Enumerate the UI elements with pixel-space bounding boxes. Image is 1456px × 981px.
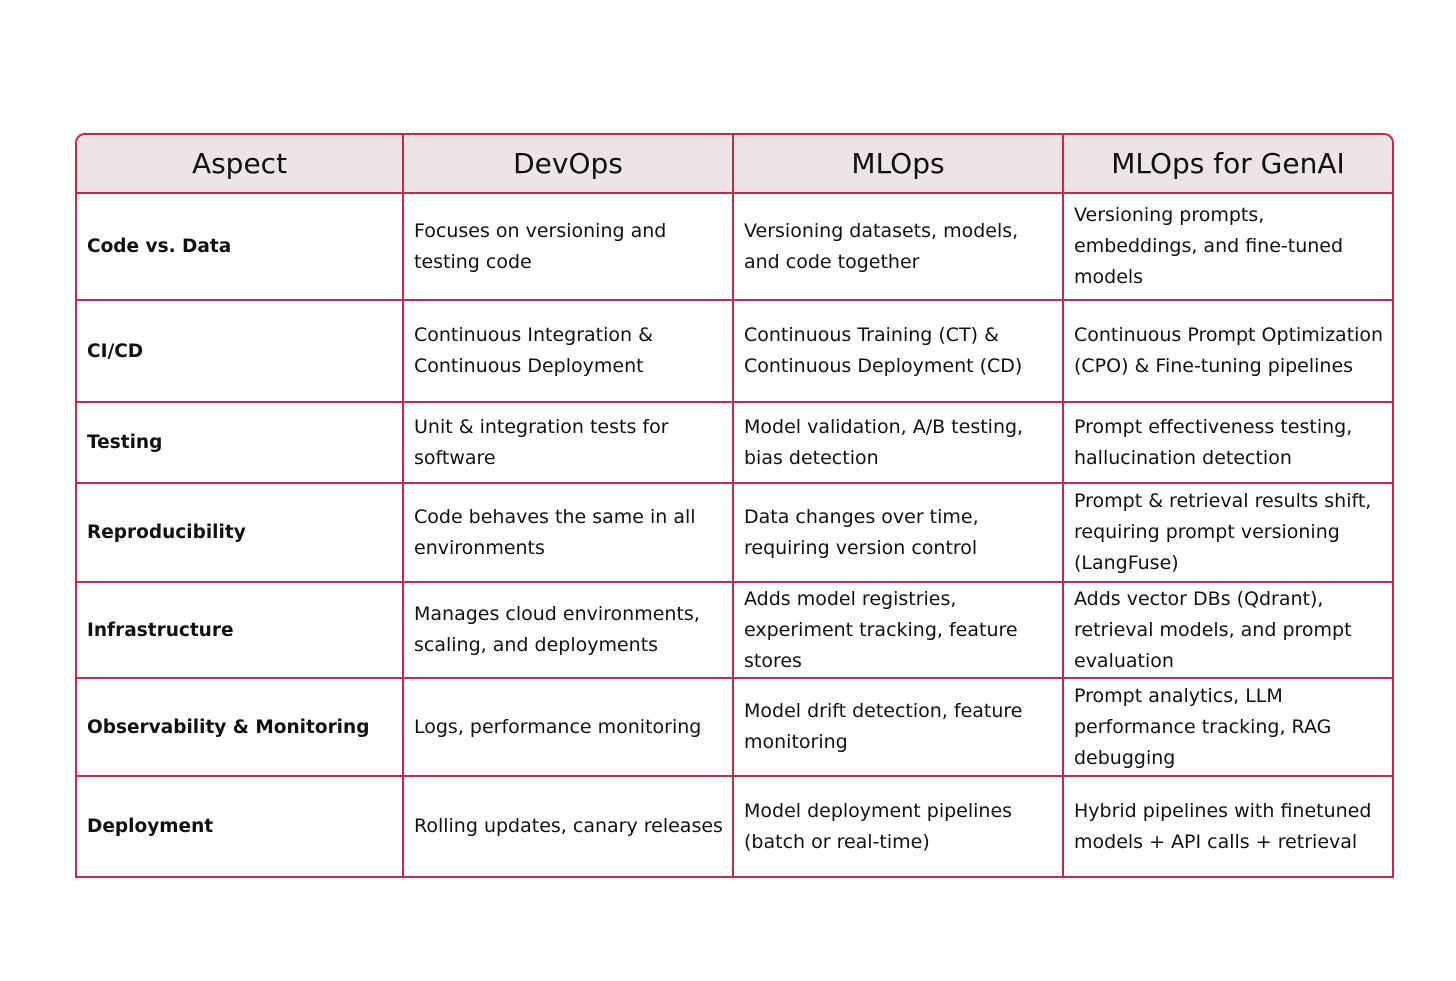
aspect-cell: Code vs. Data <box>75 194 404 301</box>
mlops-cell: Model deployment pipelines (batch or real-time) <box>734 777 1064 878</box>
devops-cell: Code behaves the same in all environments <box>404 484 734 583</box>
header-mlops-genai: MLOps for GenAI <box>1064 133 1394 194</box>
devops-cell: Continuous Integration & Continuous Deployment <box>404 301 734 403</box>
devops-cell: Logs, performance monitoring <box>404 679 734 777</box>
mlops-cell: Model validation, A/B testing, bias detection <box>734 403 1064 484</box>
header-devops: DevOps <box>404 133 734 194</box>
table-row <box>75 194 1394 301</box>
table-row <box>75 403 1394 484</box>
genai-cell: Prompt & retrieval results shift, requiring prompt versioning (LangFuse) <box>1064 484 1394 583</box>
aspect-cell: Infrastructure <box>75 583 404 679</box>
mlops-cell: Adds model registries, experiment tracking, feature stores <box>734 583 1064 679</box>
table-header-row <box>75 133 1394 194</box>
aspect-cell: Deployment <box>75 777 404 878</box>
table-row <box>75 583 1394 679</box>
genai-cell: Versioning prompts, embeddings, and fine-tuned models <box>1064 194 1394 301</box>
mlops-cell: Continuous Training (CT) & Continuous Deployment (CD) <box>734 301 1064 403</box>
devops-cell: Focuses on versioning and testing code <box>404 194 734 301</box>
header-mlops: MLOps <box>734 133 1064 194</box>
aspect-cell: CI/CD <box>75 301 404 403</box>
table-row <box>75 301 1394 403</box>
header-aspect: Aspect <box>75 133 404 194</box>
genai-cell: Adds vector DBs (Qdrant), retrieval models, and prompt evaluation <box>1064 583 1394 679</box>
devops-cell: Rolling updates, canary releases <box>404 777 734 878</box>
genai-cell: Prompt effectiveness testing, hallucination detection <box>1064 403 1394 484</box>
genai-cell: Continuous Prompt Optimization (CPO) & Fine-tuning pipelines <box>1064 301 1394 403</box>
aspect-cell: Observability & Monitoring <box>75 679 404 777</box>
mlops-cell: Model drift detection, feature monitoring <box>734 679 1064 777</box>
devops-cell: Manages cloud environments, scaling, and deployments <box>404 583 734 679</box>
table-row <box>75 484 1394 583</box>
aspect-cell: Testing <box>75 403 404 484</box>
table-row <box>75 679 1394 777</box>
comparison-table-container <box>75 133 1394 878</box>
mlops-cell: Data changes over time, requiring version control <box>734 484 1064 583</box>
mlops-cell: Versioning datasets, models, and code together <box>734 194 1064 301</box>
genai-cell: Prompt analytics, LLM performance tracking, RAG debugging <box>1064 679 1394 777</box>
aspect-cell: Reproducibility <box>75 484 404 583</box>
genai-cell: Hybrid pipelines with finetuned models + API calls + retrieval <box>1064 777 1394 878</box>
comparison-table <box>75 133 1394 878</box>
devops-cell: Unit & integration tests for software <box>404 403 734 484</box>
table-row <box>75 777 1394 878</box>
